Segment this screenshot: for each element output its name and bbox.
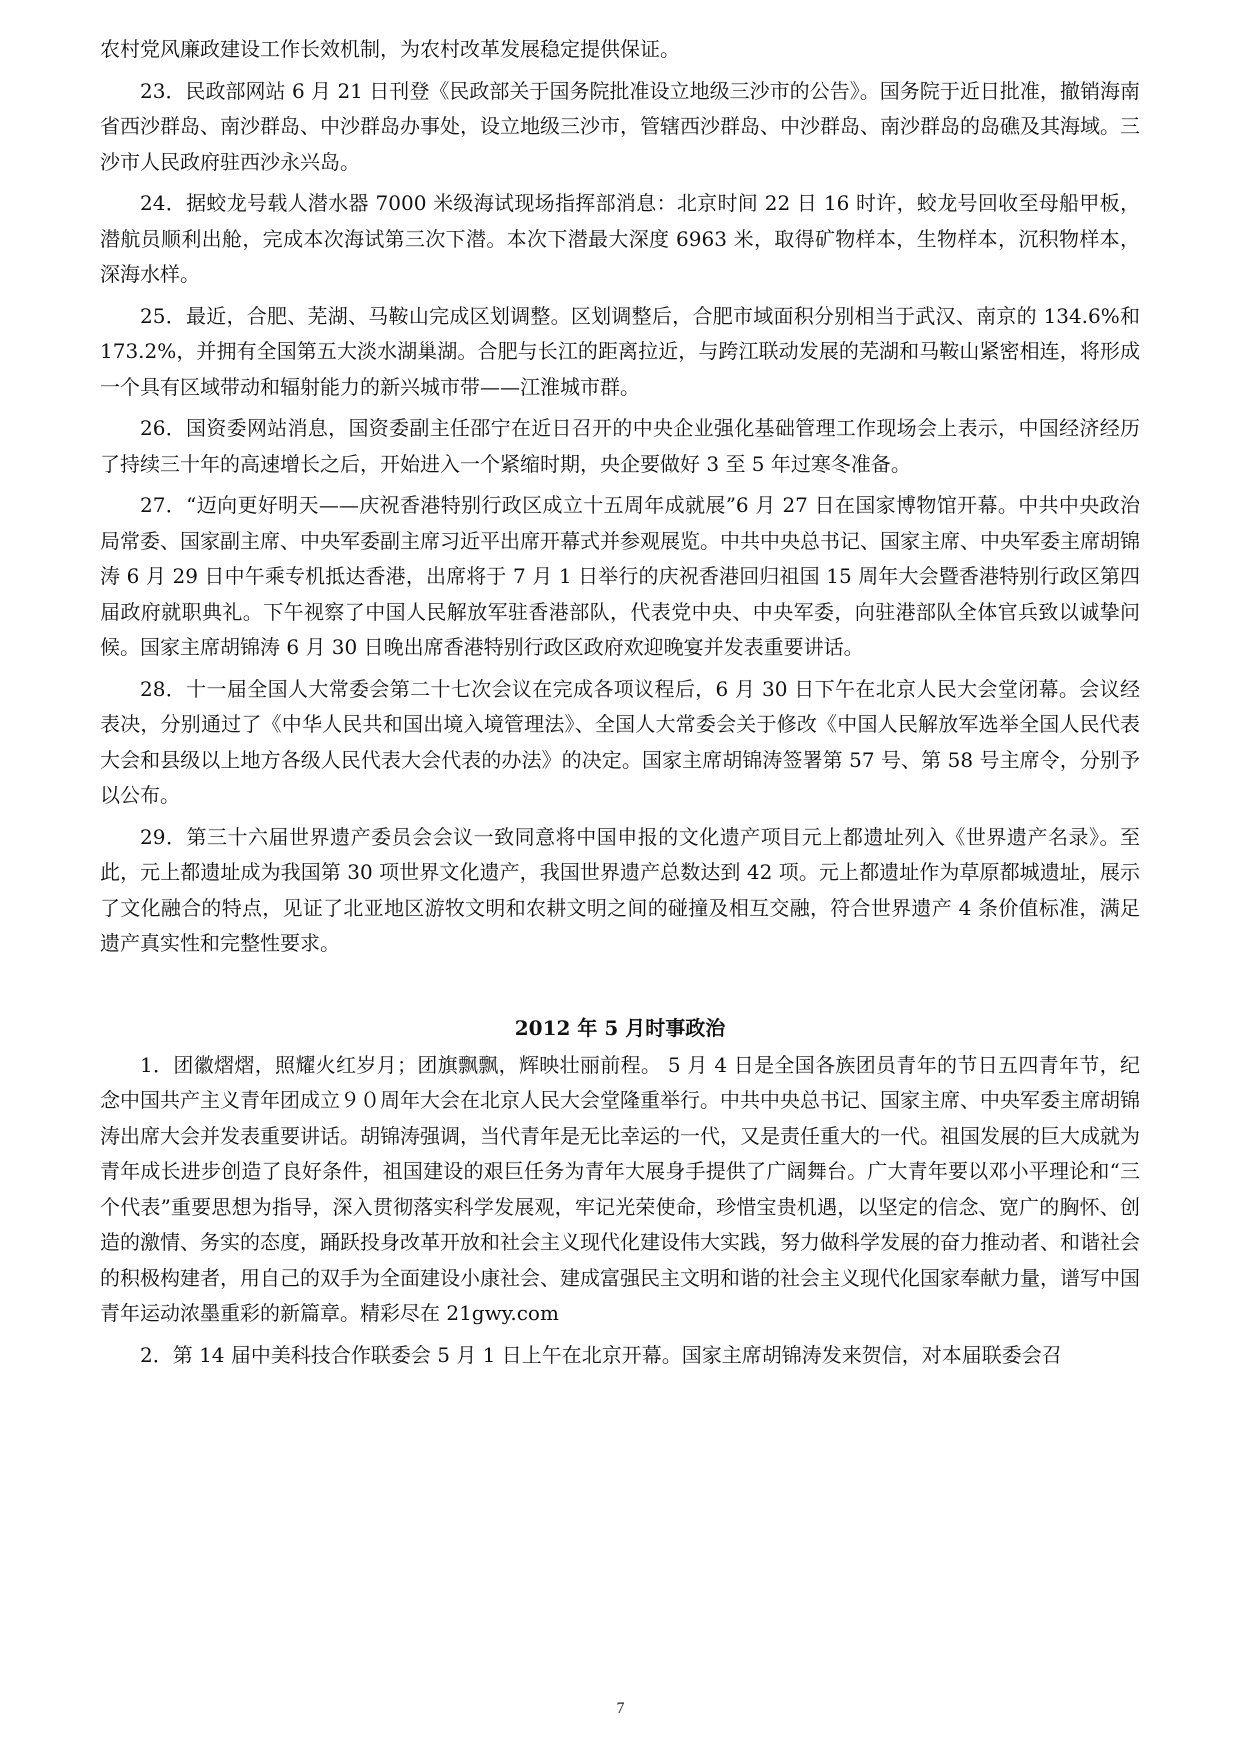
paragraph-item-29: 29．第三十六届世界遗产委员会会议一致同意将中国申报的文化遗产项目元上都遗址列入《世界遗产名录》。至此，元上都遗址成为我国第 30 项世界文化遗产，我国世界遗产总数达到 42 项。元上都遗址作为草原都城遗址，展示了文化融合的特点，见证了北亚地区游牧文明和农耕文明之间的碰撞及相互交融，符合世界遗产 4 条价值标准，满足遗产真实性和完整性要求。 — [100, 824, 1140, 955]
paragraph-continuation: 农村党风廉政建设工作长效机制，为农村改革发展稳定提供保证。 — [100, 37, 680, 61]
page-content — [100, 32, 1140, 1379]
paragraph-item-2: 2．第 14 届中美科技合作联委会 5 月 1 日上午在北京开幕。国家主席胡锦涛发来贺信，对本届联委会召 — [140, 1342, 1062, 1367]
paragraph-item-25: 25．最近，合肥、芜湖、马鞍山完成区划调整。区划调整后，合肥市域面积分别相当于武汉、南京的 134.6%和 173.2%，并拥有全国第五大淡水湖巢湖。合肥与长江的距离拉近，与跨江联动发展的芜湖和马鞍山紧密相连，将形成一个具有区域带动和辐射能力的新兴城市带——江淮城市群。 — [100, 303, 1140, 399]
page-number: 7 — [616, 1700, 625, 1717]
section-title: 2012 年 5 月时事政治 — [514, 1015, 726, 1040]
paragraph-item-28: 28．十一届全国人大常委会第二十七次会议在完成各项议程后，6 月 30 日下午在北京人民大会堂闭幕。会议经表决，分别通过了《中华人民共和国出境入境管理法》、全国人大常委会关于修改《中国人民解放军选举全国人民代表大会和县级以上地方各级人民代表大会代表的办法》的决定。国家主席胡锦涛签署第 57 号、第 58 号主席令，分别予以公布。 — [100, 676, 1140, 807]
paragraph-item-27: 27．“迈向更好明天——庆祝香港特别行政区成立十五周年成就展”6 月 27 日在国家博物馆开幕。中共中央政治局常委、国家副主席、中央军委副主席习近平出席开幕式并参观展览。中共中央总书记、国家主席、中央军委主席胡锦涛 6 月 29 日中午乘专机抵达香港，出席将于 7 月 1 日举行的庆祝香港回归祖国 15 周年大会暨香港特别行政区第四届政府就职典礼。下午视察了中国人民解放军驻香港部队，代表党中央、中央军委，向驻港部队全体官兵致以诚挚问候。国家主席胡锦涛 6 月 30 日晚出席香港特别行政区政府欢迎晚宴并发表重要讲话。 — [100, 493, 1140, 659]
paragraph-item-23: 23．民政部网站 6 月 21 日刊登《民政部关于国务院批准设立地级三沙市的公告》。国务院于近日批准，撤销海南省西沙群岛、南沙群岛、中沙群岛办事处，设立地级三沙市，管辖西沙群岛、中沙群岛、南沙群岛的岛礁及其海域。三沙市人民政府驻西沙永兴岛。 — [100, 78, 1140, 174]
paragraph-item-24: 24．据蛟龙号载人潜水器 7000 米级海试现场指挥部消息：北京时间 22 日 16 时许，蛟龙号回收至母船甲板，潜航员顺利出舱，完成本次海试第三次下潜。本次下潜最大深度 6963 米，取得矿物样本，生物样本，沉积物样本，深海水样。 — [100, 191, 1140, 286]
paragraph-item-26: 26．国资委网站消息，国资委副主任邵宁在近日召开的中央企业强化基础管理工作现场会上表示，中国经济经历了持续三十年的高速增长之后，开始进入一个紧缩时期，央企要做好 3 至 5 年过寒冬准备。 — [100, 416, 1140, 476]
paragraph-item-1: 1．团徽熠熠，照耀火红岁月；团旗飘飘，辉映壮丽前程。 5 月 4 日是全国各族团员青年的节日五四青年节，纪念中国共产主义青年团成立９０周年大会在北京人民大会堂隆重举行。中共中央总书记、国家主席、中央军委主席胡锦涛出席大会并发表重要讲话。胡锦涛强调，当代青年是无比幸运的一代，又是责任重大的一代。祖国发展的巨大成就为青年成长进步创造了良好条件，祖国建设的艰巨任务为青年大展身手提供了广阔舞台。广大青年要以邓小平理论和“三个代表”重要思想为指导，深入贯彻落实科学发展观，牢记光荣使命，珍惜宝贵机遇，以坚定的信念、宽广的胸怀、创造的激情、务实的态度，踊跃投身改革开放和社会主义现代化建设伟大实践，努力做科学发展的奋力推动者、和谐社会的积极构建者，用自己的双手为全面建设小康社会、建成富强民主文明和谐的社会主义现代化国家奉献力量，谱写中国青年运动浓墨重彩的新篇章。精彩尽在 21gwy.com — [100, 1052, 1140, 1325]
